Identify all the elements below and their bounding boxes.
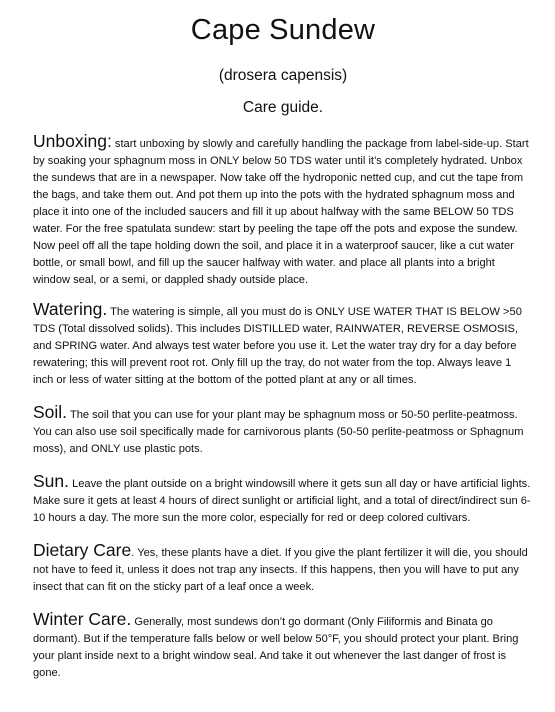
section-heading: Watering.	[33, 299, 108, 319]
section-unboxing	[33, 133, 533, 289]
section-text: The watering is simple, all you must do is ONLY USE WATER THAT IS BELOW >50 TDS (Total dissolved solids). This includes DISTILLED water, RAINWATER, REVERSE OSMOSIS, and SPRING water. And always test water before you use it. Let the water tray dry for a day before rewatering; this will prevent root rot. Only fill up the tray, do not water from the top. Always leave 1 inch or less of water sitting at the bottom of the potted plant at any or all times.	[33, 306, 522, 386]
section-watering	[33, 301, 533, 389]
section-text: Leave the plant outside on a bright windowsill where it gets sun all day or have artificial lights. Make sure it gets at least 4 hours of direct sunlight or artificial light, and a total of direct/indirect sun 6-10 hours a day. The more sun the more color, especially for red or deep colored cultivars.	[33, 478, 531, 524]
section-text: The soil that you can use for your plant may be sphagnum moss or 50-50 perlite-peatmoss. You can also use soil specifically made for carnivorous plants (50-50 perlite-peatmoss or Sphagnum moss), and ONLY use plastic pots.	[33, 409, 524, 455]
section-winter-care	[33, 611, 533, 682]
section-soil	[33, 404, 533, 458]
section-text: . Yes, these plants have a diet. If you give the plant fertilizer it will die, you should not have to feed it, unless it does not trap any insects. If this happens, then you will have to put any insect that can fit on the sticky part of a leaf once a week.	[33, 547, 528, 593]
section-heading: Sun.	[33, 471, 69, 491]
page-title: Cape Sundew	[190, 14, 376, 46]
guide-label: Care guide.	[242, 99, 324, 116]
section-heading: Winter Care.	[33, 609, 132, 629]
section-heading: Dietary Care	[33, 540, 132, 560]
section-heading: Soil.	[33, 402, 68, 422]
section-heading: Unboxing:	[33, 131, 112, 151]
page-subtitle: (drosera capensis)	[218, 67, 348, 84]
section-sun	[33, 473, 533, 527]
section-text: start unboxing by slowly and carefully handling the package from label-side-up. Start by soaking your sphagnum moss in ONLY below 50 TDS water until it’s completely hydrated. Unbox the sundews that are in a newspaper. Now take off the hydroponic netted cup, and cut the tape from the bags, and take them out. And pot them up into the pots with the hydrated sphagnum moss and place it into one of the included saucers and fill it up about halfway with the same BELOW 50 TDS water. For the free spatulata sundew: start by peeling the tape off the pots and expose the sundew. Now peel off all the tape holding down the soil, and place it in a waterproof saucer, like a cut water bottle, or small bowl, and fill up the saucer halfway with water. and place all plants into a bright window seal, or a semi, or dappled shady outside place.	[33, 138, 529, 286]
section-dietary-care	[33, 542, 533, 596]
section-text: Generally, most sundews don’t go dormant (Only Filiformis and Binata go dormant). But if the temperature falls below or well below 50°F, you should protect your plant. Bring your plant inside next to a bright window seal. And take it out whenever the last danger of frost is gone.	[33, 616, 519, 679]
